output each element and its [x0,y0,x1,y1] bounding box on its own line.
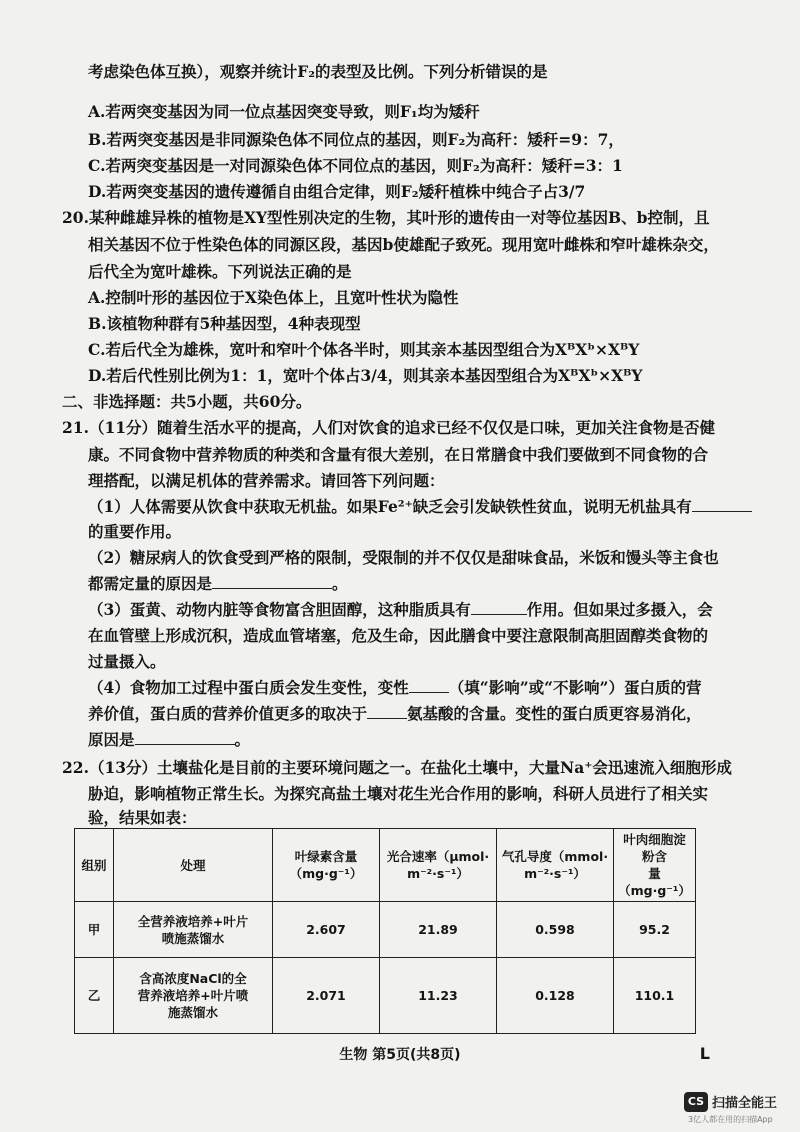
q22-line1: 22.（13分）土壤盐化是目前的主要环境问题之一。在盐化土壤中，大量Na⁺会迅速流入细胞形成 [62,758,732,777]
q21-part1-cont: 的重要作用。 [88,522,182,541]
q21-part4-text2: （填“影响”或“不影响”）蛋白质的营 [448,678,702,697]
q22-line2: 胁迫，影响植物正常生长。为探究高盐土壤对花生光合作用的影响，科研人员进行了相关实 [88,784,709,803]
q21-part2-cont [88,574,708,594]
q21-part4-cont [88,704,708,724]
q20-option-b: B.该植物种群有5种基因型，4种表现型 [88,314,361,333]
watermark-title: 扫描全能王 [712,1096,778,1111]
q21-part4-text3: 养价值，蛋白质的营养价值更多的取决于 [88,704,368,723]
table-cell: 110.1 [614,958,696,1034]
q21-part3 [88,600,713,620]
table-cell: 95.2 [614,902,696,958]
table-cell: 0.598 [497,902,614,958]
table-cell: 全营养液培养+叶片 喷施蒸馏水 [114,902,273,958]
header-cell: 气孔导度（mmol· m⁻²·s⁻¹） [497,829,614,902]
header-cell: 叶绿素含量 （mg·g⁻¹） [273,829,380,902]
q20-line3: 后代全为宽叶雄株。下列说法正确的是 [88,262,352,281]
answer-blank[interactable] [409,678,449,693]
answer-blank[interactable] [367,704,407,719]
q21-part4-text6: 。 [234,730,251,749]
answer-blank[interactable] [135,730,235,745]
q21-part3-cont: 在血管壁上形成沉积，造成血管堵塞，危及生命，因此膳食中要注意限制高胆固醇类食物的 [88,626,709,645]
table-header-row [75,829,696,902]
header-cell: 处理 [114,829,273,902]
section-heading: 二、非选择题：共5小题，共60分。 [62,392,312,411]
q21-line2: 康。不同食物中营养物质的种类和含量有很大差别，在日常膳食中我们要做到不同食物的合 [88,445,709,464]
q19-stem: 考虑染色体互换），观察并统计F₂的表型及比例。下列分析错误的是 [88,62,548,81]
page-footer: 生物 第5页(共8页) [339,1047,461,1063]
q21-part4-end [88,730,708,750]
q21-part2: （2）糖尿病人的饮食受到严格的限制，受限制的并不仅仅是甜味食品，米饭和馒头等主食也 [88,548,719,567]
q19-option-a: A.若两突变基因为同一位点基因突变导致，则F₁均为矮秆 [88,102,480,121]
table-row [75,902,696,958]
q21-line3: 理搭配，以满足机体的营养需求。请回答下列问题： [88,471,445,490]
table-cell: 11.23 [380,958,497,1034]
table-cell: 乙 [75,958,114,1034]
scanner-watermark [684,1090,794,1126]
table-cell: 甲 [75,902,114,958]
header-cell: 叶肉细胞淀粉含 量（mg·g⁻¹） [614,829,696,902]
watermark-subtitle: 3亿人都在用的扫描App [688,1115,773,1124]
answer-blank[interactable] [212,574,332,589]
header-cell: 光合速率（μmol· m⁻²·s⁻¹） [380,829,497,902]
corner-letter: L [699,1044,710,1063]
q19-option-d: D.若两突变基因的遗传遵循自由组合定律，则F₂矮秆植株中纯合子占3/7 [88,182,586,201]
q21-part4 [88,678,708,698]
q21-line1: 21.（11分）随着生活水平的提高，人们对饮食的追求已经不仅仅是口味，更加关注食物是否健 [62,418,716,437]
q21-part4-text: （4）食物加工过程中蛋白质会发生变性，变性 [88,678,409,697]
table-cell: 含高浓度NaCl的全 营养液培养+叶片喷 施蒸馏水 [114,958,273,1034]
q21-part1 [88,497,708,517]
table-cell: 0.128 [497,958,614,1034]
q20-line1: 20.某种雌雄异株的植物是XY型性别决定的生物，其叶形的遗传由一对等位基因B、b控制，且 [62,208,710,227]
answer-blank[interactable] [692,497,752,512]
q22-line3: 验，结果如表： [88,808,197,827]
q21-part3-text: （3）蛋黄、动物内脏等食物富含胆固醇，这种脂质具有 [88,600,471,619]
results-table-wrap [74,828,696,1020]
results-table [74,828,696,1034]
header-cell: 组别 [75,829,114,902]
q20-option-d: D.若后代性别比例为1：1，宽叶个体占3/4，则其亲本基因型组合为XᴮXᵇ×XᴮY [88,366,643,385]
table-cell: 2.607 [273,902,380,958]
q21-part1-text: （1）人体需要从饮食中获取无机盐。如果Fe²⁺缺乏会引发缺铁性贫血，说明无机盐具有 [88,497,692,516]
q21-part4-text5: 原因是 [88,730,135,749]
q20-line2: 相关基因不位于性染色体的同源区段，基因b使雄配子致死。现用宽叶雌株和窄叶雄株杂交， [88,235,719,254]
q19-option-b: B.若两突变基因是非同源染色体不同位点的基因，则F₂为高秆：矮秆=9：7， [88,130,624,149]
q21-part3-text2: 作用。但如果过多摄入，会 [526,600,713,619]
q20-option-c: C.若后代全为雄株，宽叶和窄叶个体各半时，则其亲本基因型组合为XᴮXᵇ×XᴮY [88,340,640,359]
q21-part2-text: 都需定量的原因是 [88,574,213,593]
table-cell: 21.89 [380,902,497,958]
q20-option-a: A.控制叶形的基因位于X染色体上，且宽叶性状为隐性 [88,288,459,307]
q19-option-c: C.若两突变基因是一对同源染色体不同位点的基因，则F₂为高秆：矮秆=3：1 [88,156,623,175]
q21-part4-text4: 氨基酸的含量。变性的蛋白质更容易消化， [407,704,702,723]
answer-blank[interactable] [471,600,527,615]
camscanner-logo-icon: CS [684,1092,708,1112]
q21-part3-end: 过量摄入。 [88,652,166,671]
table-row [75,958,696,1034]
q21-part2-end: 。 [332,574,348,593]
table-cell: 2.071 [273,958,380,1034]
